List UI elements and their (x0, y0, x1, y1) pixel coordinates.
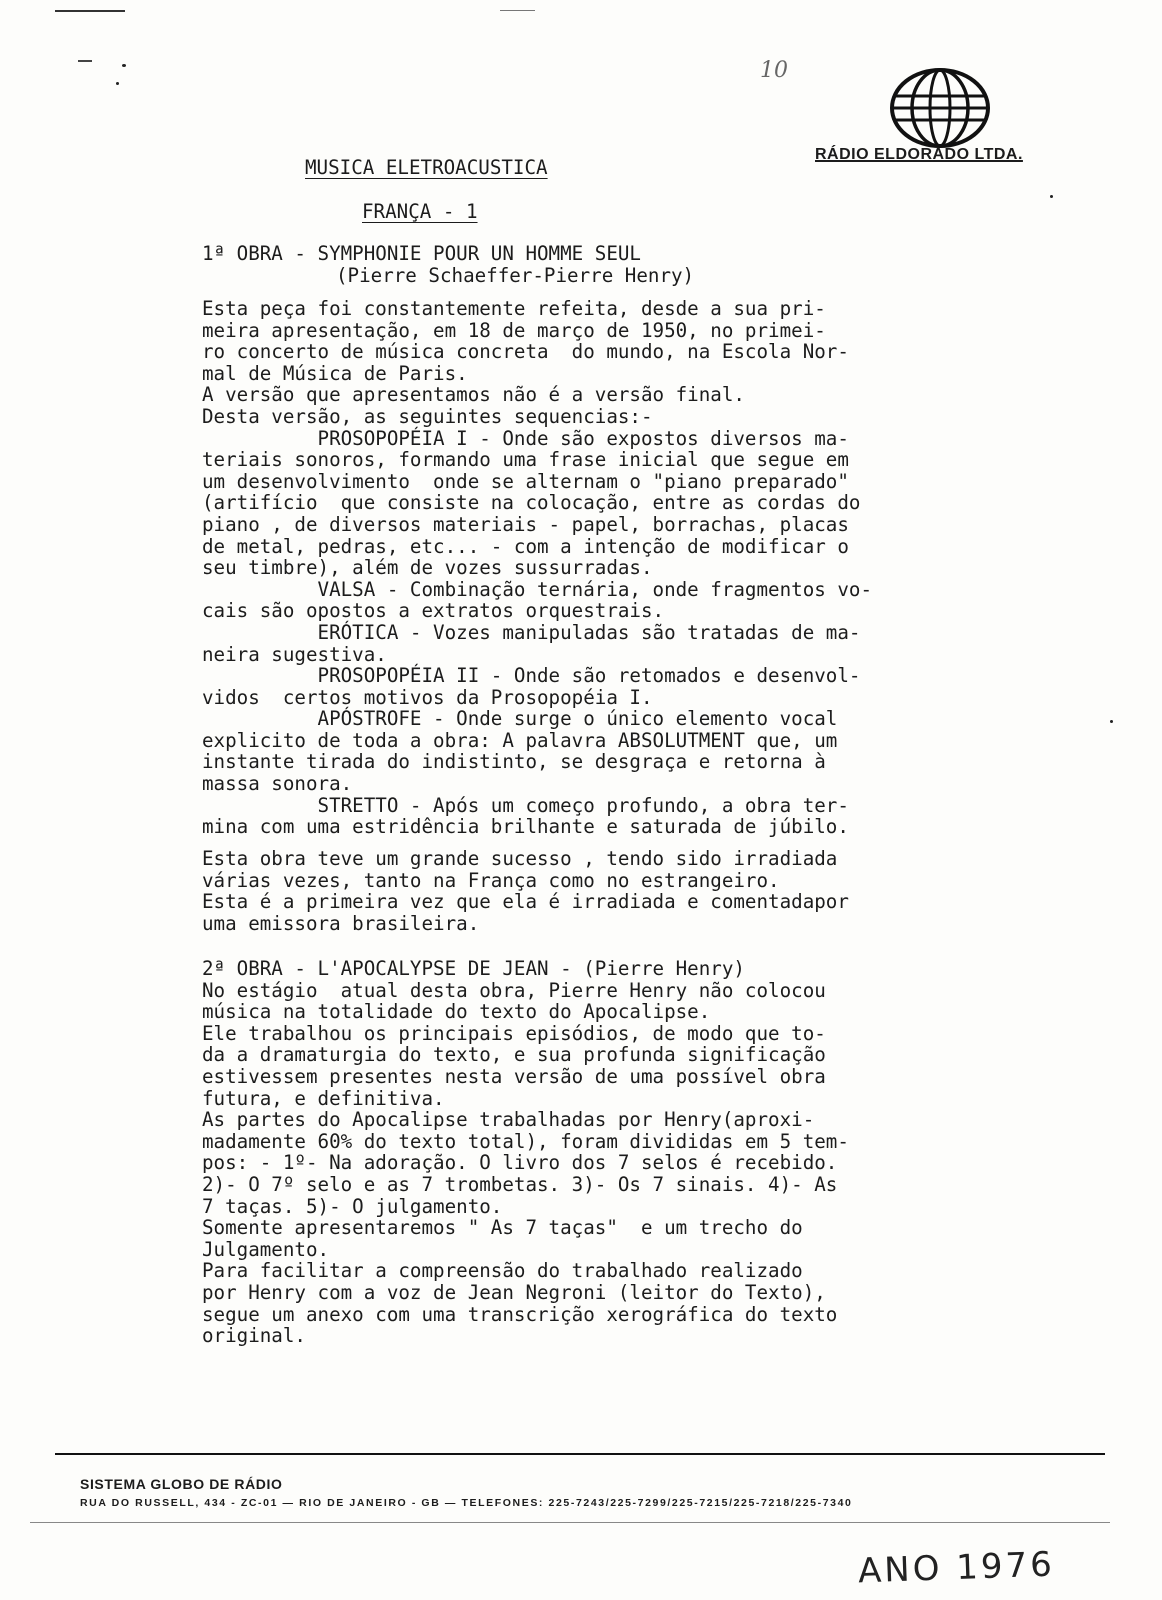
radio-eldorado-logo (815, 66, 1075, 170)
body-line: meira apresentação, em 18 de março de 1950, no primei- (202, 318, 826, 342)
work2-heading: 2ª OBRA - L'APOCALYPSE DE JEAN - (Pierre Henry) (202, 957, 745, 980)
body-line: estivessem presentes nesta versão de uma possível obra (202, 1064, 826, 1088)
scan-speck (1110, 720, 1113, 723)
body-line: massa sonora. (202, 772, 353, 796)
body-line: por Henry com a voz de Jean Negroni (leitor do Texto), (202, 1280, 826, 1304)
globe-icon (885, 66, 995, 150)
work2-body (202, 958, 849, 1347)
body-line: futura, e definitiva. (202, 1086, 445, 1110)
work1-authors: (Pierre Schaeffer-Pierre Henry) (336, 264, 695, 287)
body-line: (artifício que consiste na colocação, entre as cordas do (202, 491, 861, 515)
body-line: música na totalidade do texto do Apocalipse. (202, 1000, 711, 1024)
body-line: mal de Música de Paris. (202, 361, 468, 385)
body-line: madamente 60% do texto total), foram divididas em 5 tem- (202, 1129, 849, 1153)
body-line: A versão que apresentamos não é a versão final. (202, 383, 745, 407)
footer-rule (55, 1453, 1105, 1455)
footer-address: RUA DO RUSSELL, 434 - ZC-01 — RIO DE JANEIRO - GB — TELEFONES: 225-7243/225-7299/225-7215/225-7218/225-7340 (80, 1497, 853, 1509)
body-line: As partes do Apocalipse trabalhadas por Henry(aproxi- (202, 1108, 815, 1132)
body-line: teriais sonoros, formando uma frase inicial que segue em (202, 448, 849, 472)
body-line: PROSOPOPÉIA II - Onde são retomados e desenvol- (202, 664, 861, 688)
document-title: MUSICA ELETROACUSTICA (305, 156, 548, 179)
scan-speck (122, 64, 126, 67)
body-line: Julgamento. (202, 1237, 330, 1261)
handwritten-year-note: ANO 1976 (857, 1544, 1056, 1592)
footer-rule-bottom (30, 1522, 1110, 1523)
body-line: explicito de toda a obra: A palavra ABSOLUTMENT que, um (202, 728, 838, 752)
body-line: Ele trabalhou os principais episódios, de modo que to- (202, 1021, 826, 1045)
body-line: de metal, pedras, etc... - com a intenção de modificar o (202, 534, 849, 558)
body-line: original. (202, 1324, 306, 1348)
body-line: seu timbre), além de vozes sussurradas. (202, 556, 653, 580)
body-line: Esta peça foi constantemente refeita, desde a sua pri- (202, 297, 826, 320)
work1-closing (202, 848, 849, 934)
scan-mark-top-2 (500, 10, 535, 11)
footer-org: SISTEMA GLOBO DE RÁDIO (80, 1476, 283, 1492)
document-subtitle: FRANÇA - 1 (362, 200, 478, 223)
body-line: cais são opostos a extratos orquestrais. (202, 599, 665, 623)
body-line: várias vezes, tanto na França como no estrangeiro. (202, 868, 780, 892)
body-line: Para facilitar a compreensão do trabalhado realizado (202, 1259, 803, 1283)
scan-speck (116, 82, 119, 85)
logo-text: RÁDIO ELDORADO LTDA. (815, 146, 1023, 163)
scan-mark-top (55, 10, 125, 12)
body-line: uma emissora brasileira. (202, 911, 480, 935)
body-line: No estágio atual desta obra, Pierre Henry não colocou (202, 978, 826, 1002)
body-line: da a dramaturgia do texto, e sua profunda significação (202, 1043, 826, 1067)
work1-body (202, 298, 872, 838)
body-line: ERÓTICA - Vozes manipuladas são tratadas de ma- (202, 620, 861, 644)
body-line: instante tirada do indistinto, se desgraça e retorna à (202, 750, 826, 774)
body-line: APÓSTROFE - Onde surge o único elemento vocal (202, 707, 838, 731)
body-line: ro concerto de música concreta do mundo, na Escola Nor- (202, 340, 849, 364)
scan-speck (1050, 195, 1053, 198)
body-line: um desenvolvimento onde se alternam o "piano preparado" (202, 469, 849, 493)
body-line: mina com uma estridência brilhante e saturada de júbilo. (202, 815, 849, 839)
page-number: 10 (760, 58, 788, 83)
body-line: Somente apresentaremos " As 7 taças" e um trecho do (202, 1216, 803, 1240)
body-line: PROSOPOPÉIA I - Onde são expostos diversos ma- (202, 426, 849, 450)
body-line: VALSA - Combinação ternária, onde fragmentos vo- (202, 577, 873, 601)
scan-mark-left (78, 60, 92, 62)
body-line: Desta versão, as seguintes sequencias:- (202, 404, 653, 428)
work1-heading: 1ª OBRA - SYMPHONIE POUR UN HOMME SEUL (202, 242, 641, 265)
body-line: Esta obra teve um grande sucesso , tendo sido irradiada (202, 847, 838, 870)
body-line: segue um anexo com uma transcrição xerográfica do texto (202, 1302, 838, 1326)
body-line: pos: - 1º- Na adoração. O livro dos 7 selos é recebido. (202, 1151, 838, 1175)
body-line: 7 taças. 5)- O julgamento. (202, 1194, 503, 1218)
body-line: Esta é a primeira vez que ela é irradiada e comentadapor (202, 890, 849, 914)
body-line: neira sugestiva. (202, 642, 387, 666)
body-line: STRETTO - Após um começo profundo, a obra ter- (202, 793, 849, 817)
body-line: 2)- O 7º selo e as 7 trombetas. 3)- Os 7 sinais. 4)- As (202, 1172, 838, 1196)
body-line: vidos certos motivos da Prosopopéia I. (202, 685, 653, 709)
body-line: piano , de diversos materiais - papel, borrachas, placas (202, 512, 849, 536)
